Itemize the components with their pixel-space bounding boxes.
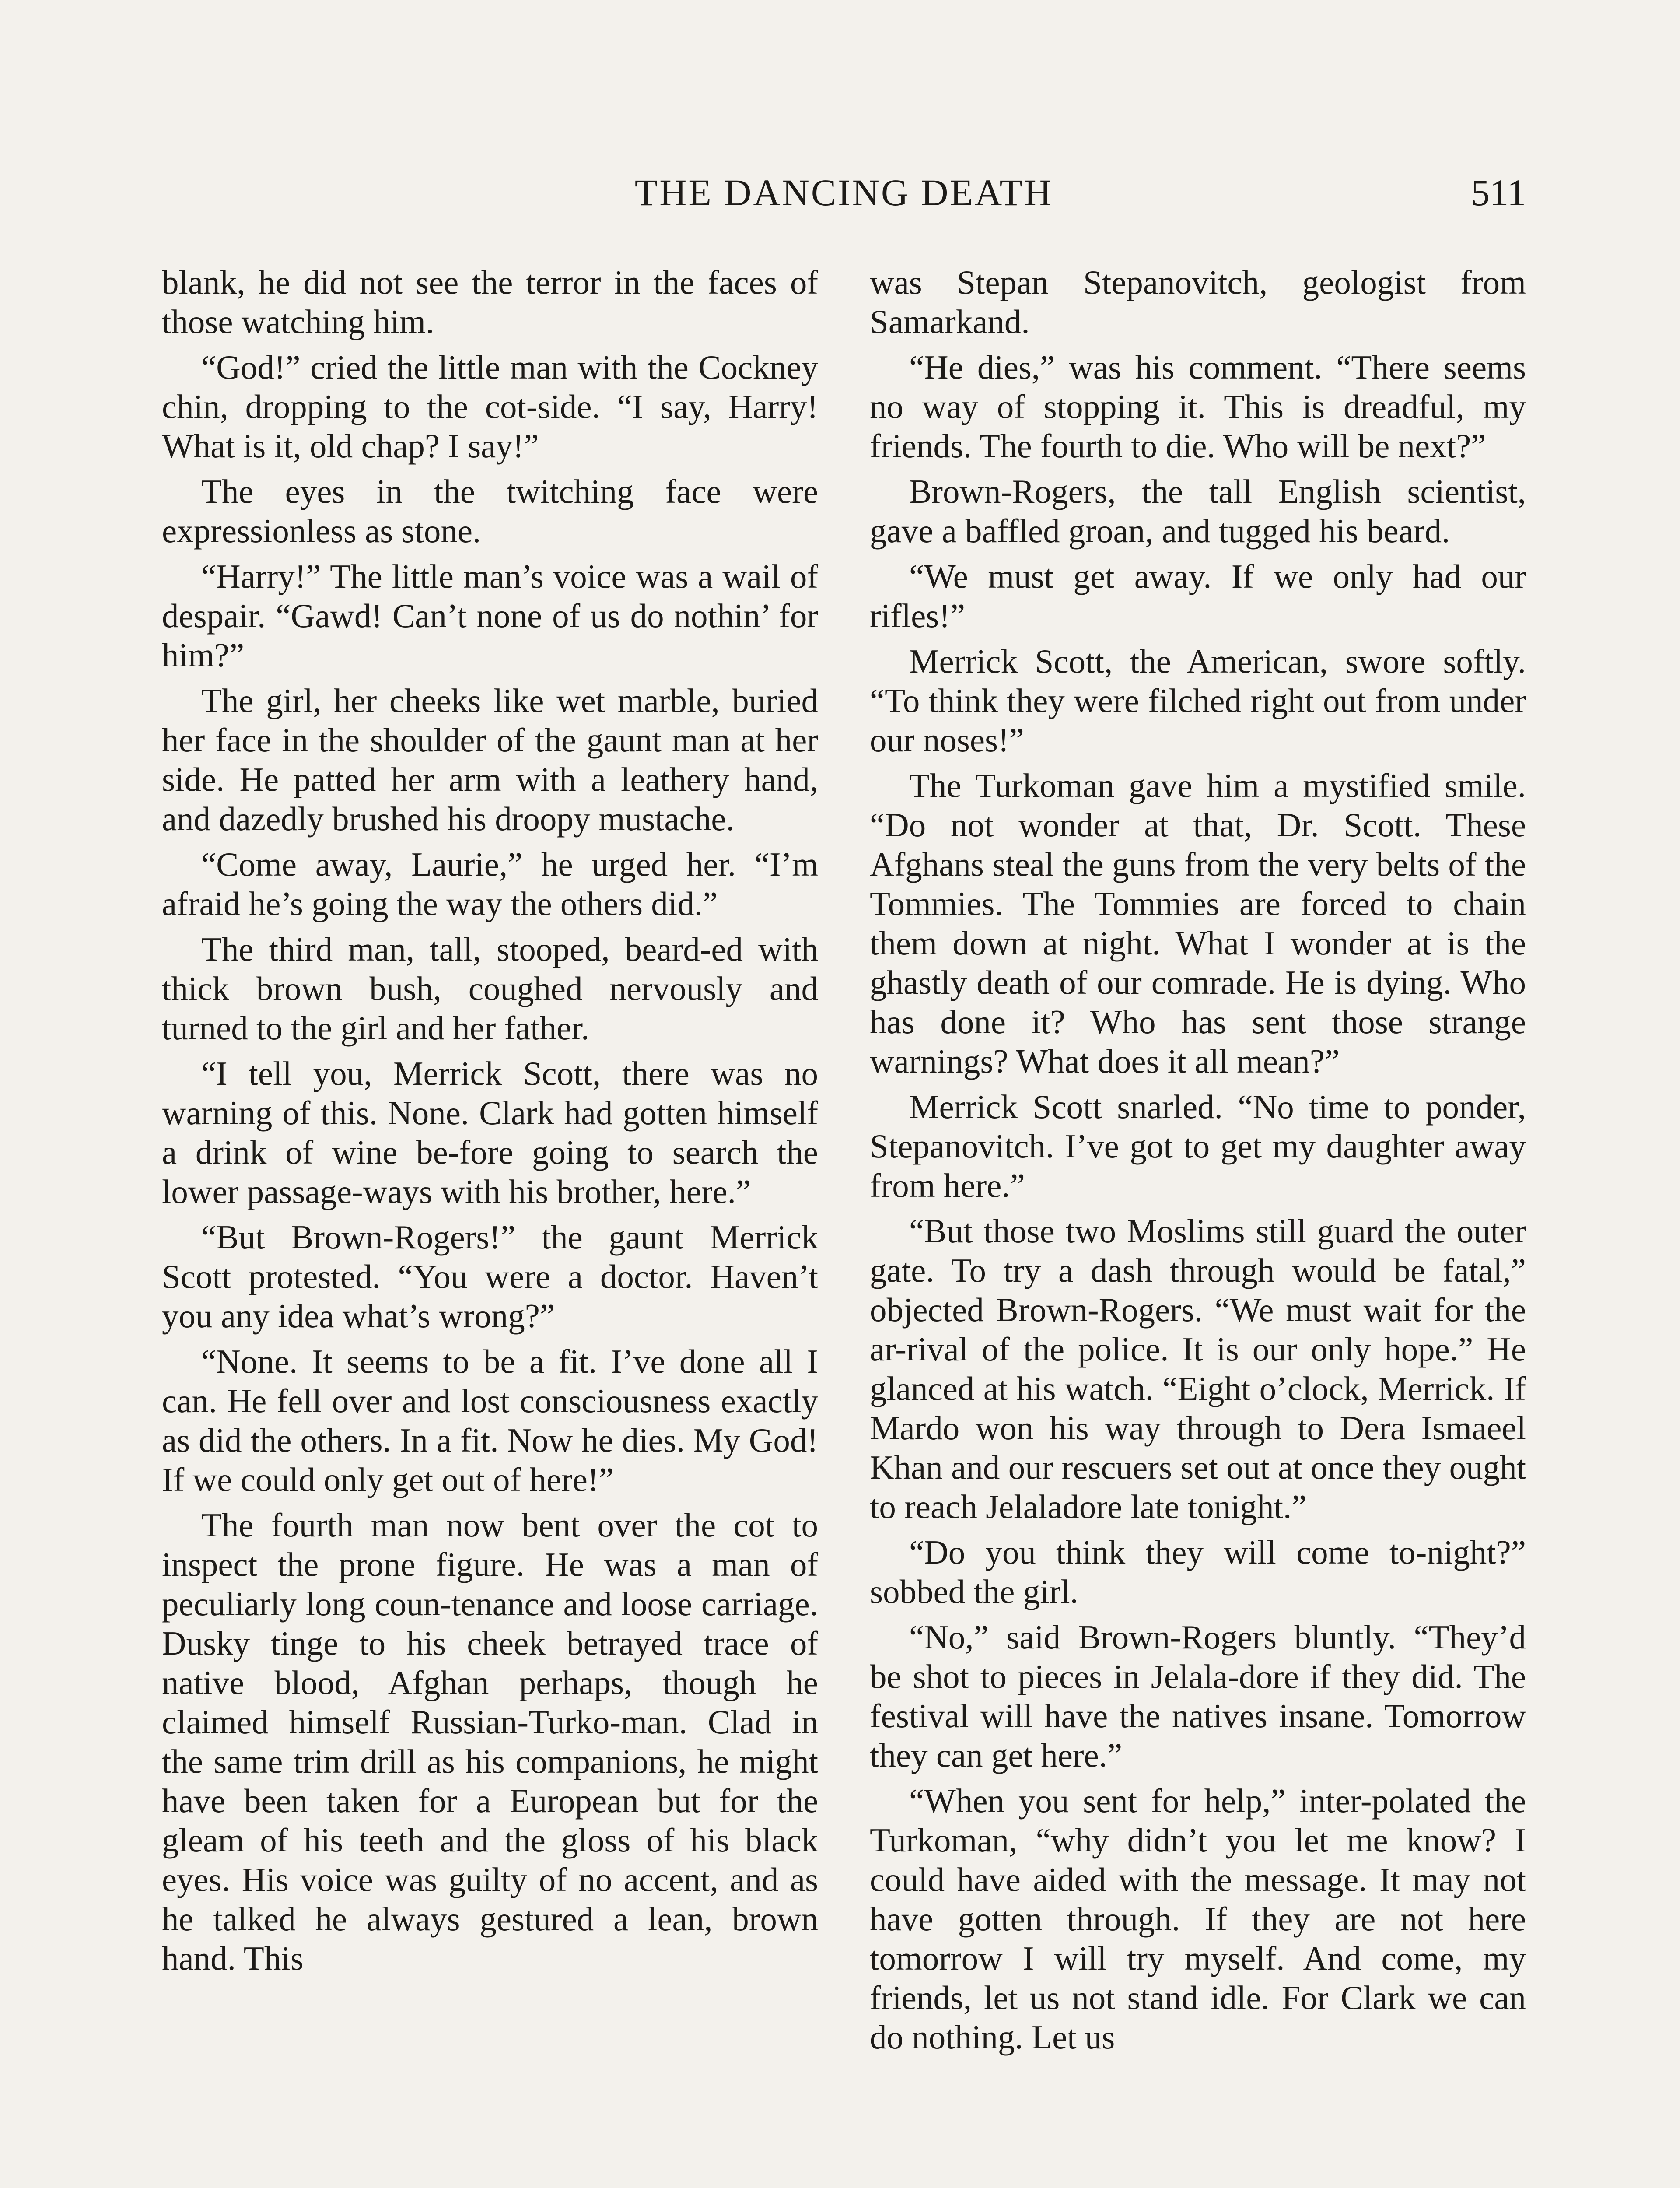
paragraph: “No,” said Brown-Rogers bluntly. “They’d be shot to pieces in Jelala-dore if they did. The festival will have the natives insane. Tomorrow they can get here.” [870, 1618, 1526, 1774]
running-header [162, 166, 1526, 219]
paragraph: “When you sent for help,” inter-polated the Turkoman, “why didn’t you let me know? I could have aided with the message. It may not have gotten through. If they are not here tomorrow I will try myself. And come, my friends, let us not stand idle. For Clark we can do nothing. Let us [870, 1782, 1526, 2056]
paragraph: The third man, tall, stooped, beard-ed with thick brown bush, coughed nervously and turned to the girl and her father. [162, 930, 818, 1047]
paragraph: Merrick Scott snarled. “No time to ponder, Stepanovitch. I’ve got to get my daughter away from here.” [870, 1088, 1526, 1204]
paragraph: “None. It seems to be a fit. I’ve done all I can. He fell over and lost consciousness exactly as did the others. In a fit. Now he dies. My God! If we could only get out of here!” [162, 1343, 818, 1498]
paragraph: “Come away, Laurie,” he urged her. “I’m afraid he’s going the way the others did.” [162, 845, 818, 922]
paragraph: Merrick Scott, the American, swore softly. “To think they were filched right out from under our noses!” [870, 642, 1526, 759]
paragraph: The girl, her cheeks like wet marble, buried her face in the shoulder of the gaunt man at her side. He patted her arm with a leathery hand, and dazedly brushed his droopy mustache. [162, 682, 818, 838]
left-column [162, 263, 818, 1984]
paragraph: “We must get away. If we only had our rifles!” [870, 558, 1526, 635]
paragraph: “Harry!” The little man’s voice was a wail of despair. “Gawd! Can’t none of us do nothin’ for him?” [162, 558, 818, 674]
right-column [870, 263, 1526, 2063]
page-number: 511 [1471, 172, 1526, 214]
paragraph: was Stepan Stepanovitch, geologist from Samarkand. [870, 263, 1526, 340]
paragraph: “He dies,” was his comment. “There seems no way of stopping it. This is dreadful, my friends. The fourth to die. Who will be next?” [870, 348, 1526, 465]
paragraph: “I tell you, Merrick Scott, there was no warning of this. None. Clark had gotten himself a drink of wine be-fore going to search the lower passage-ways with his brother, here.” [162, 1055, 818, 1210]
running-title: THE DANCING DEATH [634, 172, 1054, 214]
paragraph: “God!” cried the little man with the Cockney chin, dropping to the cot-side. “I say, Harry! What is it, old chap? I say!” [162, 348, 818, 465]
paragraph: Brown-Rogers, the tall English scientist, gave a baffled groan, and tugged his beard. [870, 473, 1526, 550]
paragraph: “Do you think they will come to-night?” sobbed the girl. [870, 1533, 1526, 1610]
paragraph: “But those two Moslims still guard the outer gate. To try a dash through would be fatal,” objected Brown-Rogers. “We must wait for the ar-rival of the police. It is our only hope.” He glanced at his watch. “Eight o’clock, Merrick. If Mardo won his way through to Dera Ismaeel Khan and our rescuers set out at once they ought to reach Jelaladore late tonight.” [870, 1212, 1526, 1525]
paragraph: The fourth man now bent over the cot to inspect the prone figure. He was a man of peculiarly long coun-tenance and loose carriage. Dusky tinge to his cheek betrayed trace of native blood, Afghan perhaps, though he claimed himself Russian-Turko-man. Clad in the same trim drill as his companions, he might have been taken for a European but for the gleam of his teeth and the gloss of his black eyes. His voice was guilty of no accent, and as he talked he always gestured a lean, brown hand. This [162, 1506, 818, 1977]
paragraph: The Turkoman gave him a mystified smile. “Do not wonder at that, Dr. Scott. These Afghans steal the guns from the very belts of the Tommies. The Tommies are forced to chain them down at night. What I wonder at is the ghastly death of our comrade. He is dying. Who has done it? Who has sent those strange warnings? What does it all mean?” [870, 767, 1526, 1080]
paragraph: blank, he did not see the terror in the faces of those watching him. [162, 263, 818, 340]
paragraph: “But Brown-Rogers!” the gaunt Merrick Scott protested. “You were a doctor. Haven’t you any idea what’s wrong?” [162, 1218, 818, 1335]
paragraph: The eyes in the twitching face were expressionless as stone. [162, 473, 818, 550]
